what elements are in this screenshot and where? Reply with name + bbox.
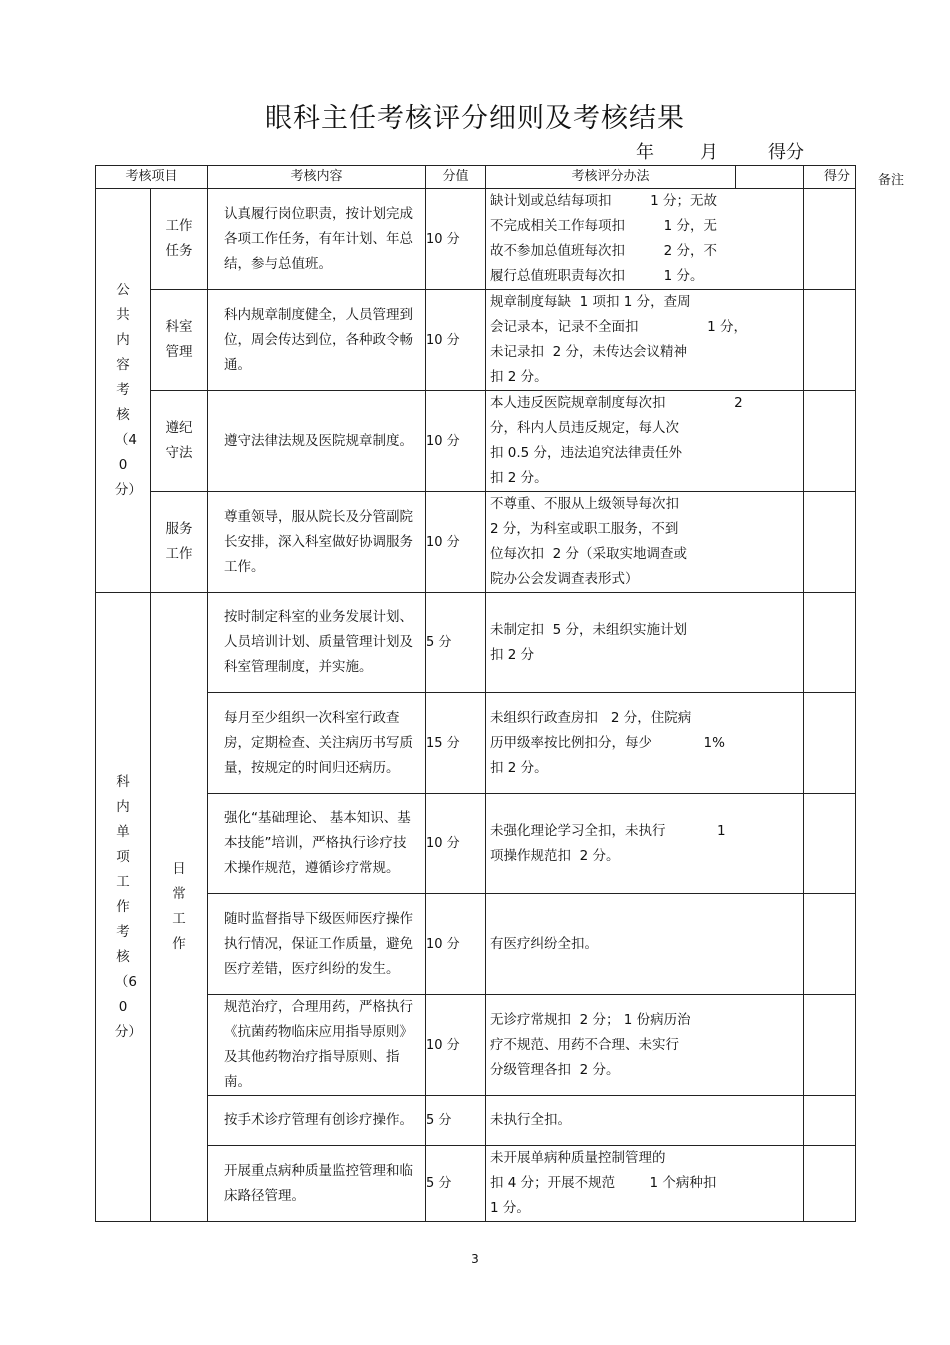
table-row bbox=[96, 693, 856, 794]
score-cell: 5 分 bbox=[426, 1096, 486, 1146]
table-row bbox=[96, 995, 856, 1096]
content-cell: 按时制定科室的业务发展计划、人员培训计划、质量管理计划及科室管理制度，并实施。 bbox=[208, 593, 426, 693]
got-cell bbox=[804, 693, 856, 794]
score-cell: 10 分 bbox=[426, 290, 486, 391]
got-cell bbox=[804, 492, 856, 593]
header-got: 得分 bbox=[804, 166, 856, 189]
header-score: 分值 bbox=[426, 166, 486, 189]
table-row bbox=[96, 1146, 856, 1222]
score-cell: 10 分 bbox=[426, 894, 486, 995]
got-cell bbox=[804, 995, 856, 1096]
table-row bbox=[96, 492, 856, 593]
content-cell: 规范治疗，合理用药，严格执行《抗菌药物临床应用指导原则》及其他药物治疗指导原则、指南。 bbox=[208, 995, 426, 1096]
method-cell: 本人违反医院规章制度每次扣 2 分，科内人员违反规定，每人次 扣 0.5 分，违法追究法律责任外 扣 2 分。 bbox=[486, 391, 804, 492]
header-blank bbox=[736, 166, 804, 189]
sub-item: 服务工作 bbox=[151, 492, 208, 593]
table-row bbox=[96, 189, 856, 290]
content-cell: 科内规章制度健全，人员管理到位，周会传达到位，各种政令畅通。 bbox=[208, 290, 426, 391]
header-method: 考核评分办法 bbox=[486, 166, 736, 189]
score-cell: 5 分 bbox=[426, 1146, 486, 1222]
evaluation-table bbox=[95, 165, 856, 1222]
got-cell bbox=[804, 794, 856, 894]
method-cell: 未制定扣 5 分，未组织实施计划 扣 2 分 bbox=[486, 593, 804, 693]
page-number: 3 bbox=[471, 1252, 479, 1266]
table-row bbox=[96, 593, 856, 693]
got-cell bbox=[804, 894, 856, 995]
header-row bbox=[96, 166, 856, 189]
sub-item: 遵纪守法 bbox=[151, 391, 208, 492]
score-cell: 10 分 bbox=[426, 995, 486, 1096]
method-cell: 未开展单病种质量控制管理的 扣 4 分；开展不规范 1 个病种扣 1 分。 bbox=[486, 1146, 804, 1222]
content-cell: 每月至少组织一次科室行政查房，定期检查、关注病历书写质量，按规定的时间归还病历。 bbox=[208, 693, 426, 794]
table-row bbox=[96, 794, 856, 894]
header-item: 考核项目 bbox=[96, 166, 208, 189]
method-cell: 无诊疗常规扣 2 分； 1 份病历治 疗不规范、用药不合理、未实行 分级管理各扣 2 分。 bbox=[486, 995, 804, 1096]
content-cell: 尊重领导，服从院长及分管副院长安排，深入科室做好协调服务工作。 bbox=[208, 492, 426, 593]
month-label: 月 bbox=[700, 142, 718, 163]
method-cell: 规章制度每缺 1 项扣 1 分，查周 会记录本，记录不全面扣 1 分， 未记录扣 2 分，未传达会议精神 扣 2 分。 bbox=[486, 290, 804, 391]
content-cell: 开展重点病种质量监控管理和临床路径管理。 bbox=[208, 1146, 426, 1222]
got-cell bbox=[804, 1096, 856, 1146]
sub-item: 工作任务 bbox=[151, 189, 208, 290]
score-label: 得分 bbox=[768, 142, 804, 163]
method-cell: 不尊重、不服从上级领导每次扣 2 分，为科室或职工服务，不到 位每次扣 2 分（采取实地调查或 院办公会发调查表形式） bbox=[486, 492, 804, 593]
method-cell: 未组织行政查房扣 2 分，住院病 历甲级率按比例扣分，每少 1% 扣 2 分。 bbox=[486, 693, 804, 794]
method-cell: 未执行全扣。 bbox=[486, 1096, 804, 1146]
method-cell: 缺计划或总结每项扣 1 分；无故 不完成相关工作每项扣 1 分，无 故不参加总值班每次扣 2 分，不 履行总值班职责每次扣 1 分。 bbox=[486, 189, 804, 290]
sub-item: 日常工作 bbox=[151, 593, 208, 1222]
score-cell: 10 分 bbox=[426, 189, 486, 290]
content-cell: 随时监督指导下级医师医疗操作执行情况，保证工作质量，避免医疗差错，医疗纠纷的发生。 bbox=[208, 894, 426, 995]
sub-item: 科室管理 bbox=[151, 290, 208, 391]
header-content: 考核内容 bbox=[208, 166, 426, 189]
content-cell: 按手术诊疗管理有创诊疗操作。 bbox=[208, 1096, 426, 1146]
got-cell bbox=[804, 593, 856, 693]
score-cell: 10 分 bbox=[426, 391, 486, 492]
content-cell: 遵守法律法规及医院规章制度。 bbox=[208, 391, 426, 492]
method-cell: 未强化理论学习全扣，未执行 1 项操作规范扣 2 分。 bbox=[486, 794, 804, 894]
section-name: 科内单项工作考核（60分） bbox=[96, 593, 151, 1222]
got-cell bbox=[804, 1146, 856, 1222]
header-note: 备注 bbox=[878, 173, 905, 188]
content-cell: 强化“基础理论、 基本知识、基本技能”培训，严格执行诊疗技术操作规范，遵循诊疗常规。 bbox=[208, 794, 426, 894]
score-cell: 5 分 bbox=[426, 593, 486, 693]
table-row bbox=[96, 894, 856, 995]
year-label: 年 bbox=[636, 142, 654, 163]
score-cell: 10 分 bbox=[426, 492, 486, 593]
table-row bbox=[96, 290, 856, 391]
got-cell bbox=[804, 189, 856, 290]
method-cell: 有医疗纠纷全扣。 bbox=[486, 894, 804, 995]
got-cell bbox=[804, 391, 856, 492]
score-cell: 15 分 bbox=[426, 693, 486, 794]
table-row bbox=[96, 1096, 856, 1146]
section-name: 公共内容考核（40分） bbox=[96, 189, 151, 593]
score-cell: 10 分 bbox=[426, 794, 486, 894]
table-row bbox=[96, 391, 856, 492]
got-cell bbox=[804, 290, 856, 391]
content-cell: 认真履行岗位职责，按计划完成各项工作任务，有年计划、年总结，参与总值班。 bbox=[208, 189, 426, 290]
page-title: 眼科主任考核评分细则及考核结果 bbox=[265, 103, 685, 134]
